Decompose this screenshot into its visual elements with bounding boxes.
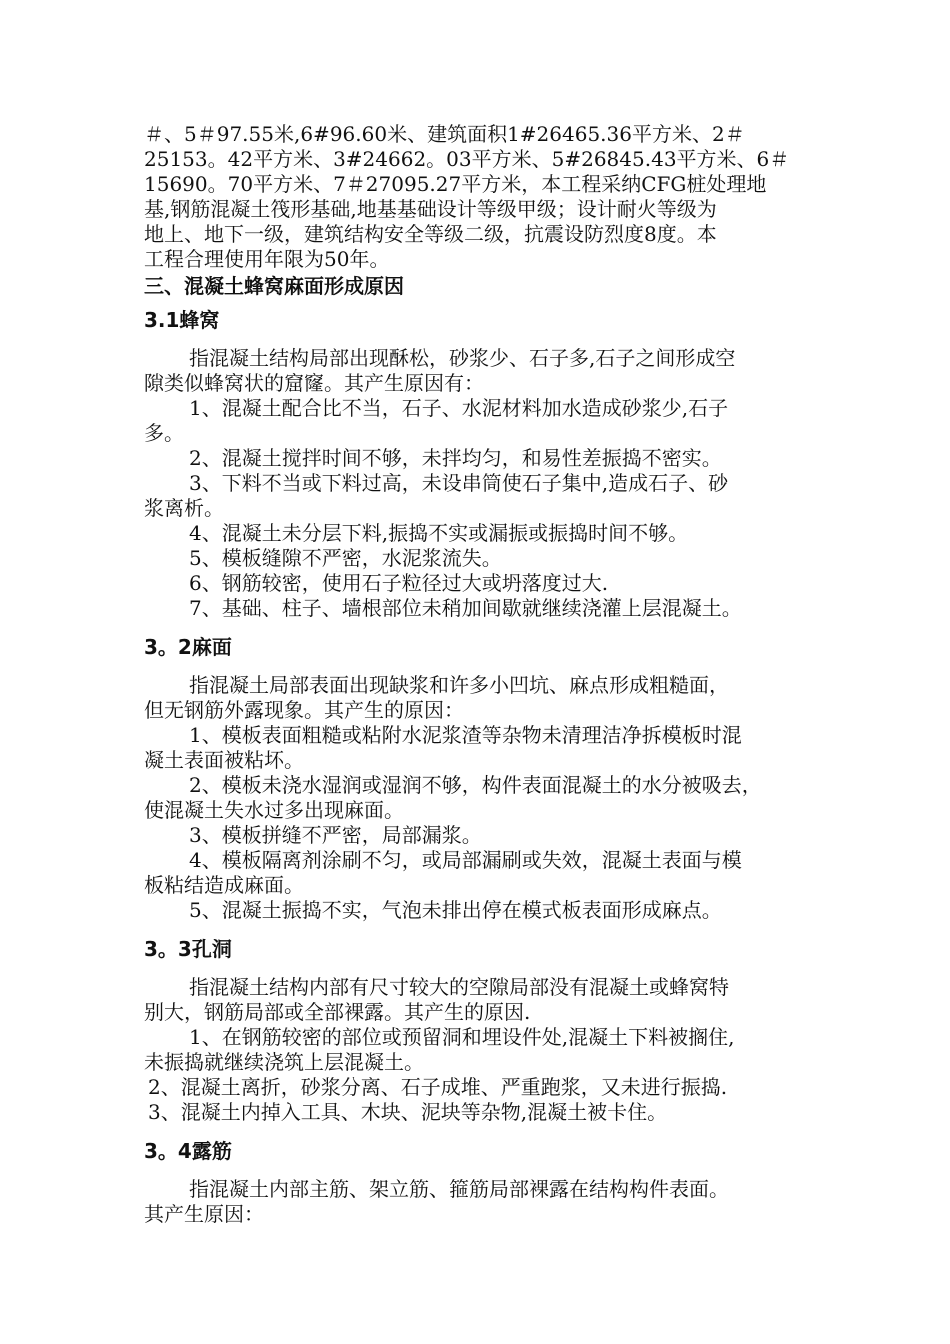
intro-line: 工程合理使用年限为50年。 [144,247,390,271]
paragraph-line: 浆离析。 [144,496,224,520]
paragraph-line: 5、模板缝隙不严密，水泥浆流失。 [189,546,502,570]
intro-line: 基,钢筋混凝土筏形基础,地基基础设计等级甲级；设计耐火等级为 [144,197,717,221]
paragraph-line: 4、模板隔离剂涂刷不匀，或局部漏刷或失效，混凝土表面与模 [189,848,742,872]
paragraph-line: 1、混凝土配合比不当，石子、水泥材料加水造成砂浆少,石子 [189,396,729,420]
paragraph-line: 板粘结造成麻面。 [144,873,304,897]
paragraph-line: 凝土表面被粘坏。 [144,748,304,772]
paragraph-line: 3、模板拼缝不严密，局部漏浆。 [189,823,482,847]
paragraph-line: 指混凝土结构局部出现酥松，砂浆少、石子多,石子之间形成空 [189,346,736,370]
paragraph-line: 4、混凝土未分层下料,振捣不实或漏振或振捣时间不够。 [189,521,689,545]
paragraph-line: 隙类似蜂窝状的窟窿。其产生原因有： [144,371,484,395]
paragraph-line: 多。 [144,421,184,445]
paragraph-line: 使混凝土失水过多出现麻面。 [144,798,404,822]
subsection-heading: 3。3孔洞 [144,937,232,961]
paragraph-line: 别大，钢筋局部或全部裸露。其产生的原因. [144,1000,531,1024]
paragraph-line: 指混凝土结构内部有尺寸较大的空隙局部没有混凝土或蜂窝特 [189,975,729,999]
paragraph-line: 1、在钢筋较密的部位或预留洞和埋设件处,混凝土下料被搁住, [189,1025,735,1049]
intro-line: 25153。42平方米、3#24662。03平方米、5#26845.43平方米、6＃ [144,147,790,171]
section-heading: 三、混凝土蜂窝麻面形成原因 [144,274,404,298]
paragraph-line: 3、混凝土内掉入工具、木块、泥块等杂物,混凝土被卡住。 [148,1100,668,1124]
paragraph-line: 其产生原因： [144,1202,264,1226]
intro-line: 15690。70平方米、7＃27095.27平方米，本工程采纳CFG桩处理地 [144,172,767,196]
intro-line: ＃、5＃97.55米,6#96.60米、建筑面积1#26465.36平方米、2＃ [144,122,745,146]
paragraph-line: 1、模板表面粗糙或粘附水泥浆渣等杂物未清理洁净拆模板时混 [189,723,742,747]
paragraph-line: 7、基础、柱子、墙根部位未稍加间歇就继续浇灌上层混凝土。 [189,596,742,620]
paragraph-line: 5、混凝土振捣不实，气泡未排出停在模式板表面形成麻点。 [189,898,722,922]
paragraph-line: 2、模板未浇水湿润或湿润不够，构件表面混凝土的水分被吸去， [189,773,762,797]
document-body [144,122,824,1227]
paragraph-line: 但无钢筋外露现象。其产生的原因： [144,698,464,722]
paragraph-line: 指混凝土内部主筋、架立筋、箍筋局部裸露在结构构件表面。 [189,1177,729,1201]
paragraph-line: 2、混凝土离折，砂浆分离、石子成堆、严重跑浆，又未进行振捣. [148,1075,728,1099]
intro-line: 地上、地下一级，建筑结构安全等级二级，抗震设防烈度8度。本 [144,222,717,246]
paragraph-line: 6、钢筋较密，使用石子粒径过大或坍落度过大. [189,571,609,595]
subsection-heading: 3.1蜂窝 [144,308,220,332]
subsection-heading: 3。2麻面 [144,635,232,659]
paragraph-line: 2、混凝土搅拌时间不够，未拌均匀，和易性差振捣不密实。 [189,446,722,470]
subsection-heading: 3。4露筋 [144,1139,232,1163]
paragraph-line: 指混凝土局部表面出现缺浆和许多小凹坑、麻点形成粗糙面， [189,673,729,697]
paragraph-line: 3、下料不当或下料过高，未设串筒使石子集中,造成石子、砂 [189,471,729,495]
paragraph-line: 未振捣就继续浇筑上层混凝土。 [144,1050,424,1074]
